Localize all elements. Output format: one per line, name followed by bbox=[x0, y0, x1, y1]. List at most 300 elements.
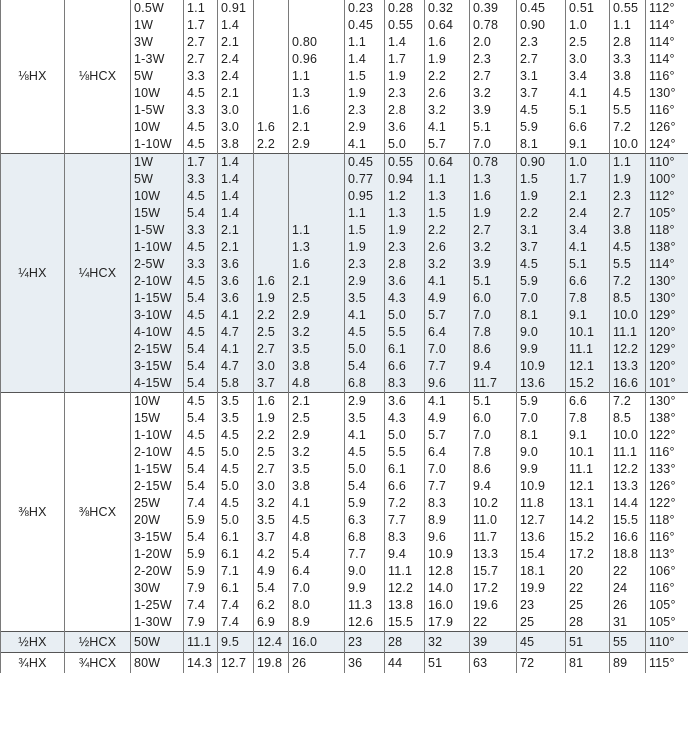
value-cell: 6.6 bbox=[385, 478, 425, 495]
value-cell: 3.3 bbox=[184, 222, 218, 239]
value-cell: 3.3 bbox=[184, 256, 218, 273]
angle-cell: 118° bbox=[646, 512, 688, 529]
table-row bbox=[1, 393, 688, 411]
value-cell: 13.1 bbox=[566, 495, 610, 512]
value-cell: 4.5 bbox=[184, 324, 218, 341]
value-cell: 7.4 bbox=[218, 614, 254, 632]
wattage-cell: 3-15W bbox=[131, 358, 184, 375]
model-hx-cell: ½HX bbox=[1, 632, 65, 653]
value-cell: 1.4 bbox=[385, 34, 425, 51]
model-hcx-cell: ⅜HCX bbox=[65, 393, 131, 632]
value-cell: 4.9 bbox=[425, 290, 470, 307]
value-cell: 12.7 bbox=[218, 653, 254, 674]
value-cell: 4.5 bbox=[517, 256, 566, 273]
value-cell: 5.1 bbox=[566, 256, 610, 273]
value-cell: 3.7 bbox=[517, 85, 566, 102]
value-cell: 9.5 bbox=[218, 632, 254, 653]
value-cell: 4.1 bbox=[425, 273, 470, 290]
value-cell: 7.2 bbox=[610, 273, 646, 290]
value-cell: 2.1 bbox=[289, 273, 345, 290]
value-cell: 3.2 bbox=[425, 102, 470, 119]
value-cell: 20 bbox=[566, 563, 610, 580]
value-cell: 0.55 bbox=[385, 154, 425, 172]
value-cell: 0.94 bbox=[385, 171, 425, 188]
value-cell: 1.4 bbox=[218, 205, 254, 222]
value-cell: 2.1 bbox=[289, 119, 345, 136]
value-cell: 6.6 bbox=[385, 358, 425, 375]
value-cell: 17.2 bbox=[566, 546, 610, 563]
value-cell: 5.0 bbox=[218, 512, 254, 529]
value-cell: 0.95 bbox=[345, 188, 385, 205]
value-cell: 4.5 bbox=[184, 85, 218, 102]
value-cell bbox=[254, 239, 289, 256]
value-cell: 1.7 bbox=[184, 17, 218, 34]
wattage-cell: 1-15W bbox=[131, 290, 184, 307]
value-cell: 2.3 bbox=[385, 85, 425, 102]
value-cell: 17.9 bbox=[425, 614, 470, 632]
wattage-cell: 1W bbox=[131, 154, 184, 172]
value-cell bbox=[289, 188, 345, 205]
value-cell: 3.6 bbox=[218, 290, 254, 307]
angle-cell: 114° bbox=[646, 256, 688, 273]
value-cell: 6.3 bbox=[345, 512, 385, 529]
value-cell: 11.1 bbox=[566, 461, 610, 478]
value-cell: 16.0 bbox=[425, 597, 470, 614]
value-cell: 13.6 bbox=[517, 529, 566, 546]
value-cell: 4.5 bbox=[184, 239, 218, 256]
value-cell: 4.1 bbox=[425, 393, 470, 411]
value-cell: 12.6 bbox=[345, 614, 385, 632]
value-cell: 1.7 bbox=[385, 51, 425, 68]
value-cell: 4.5 bbox=[345, 324, 385, 341]
value-cell bbox=[254, 171, 289, 188]
value-cell: 6.0 bbox=[470, 410, 517, 427]
value-cell: 2.3 bbox=[385, 239, 425, 256]
value-cell: 4.1 bbox=[566, 239, 610, 256]
value-cell: 11.1 bbox=[610, 444, 646, 461]
value-cell bbox=[254, 85, 289, 102]
value-cell: 3.2 bbox=[470, 85, 517, 102]
value-cell: 13.3 bbox=[610, 478, 646, 495]
value-cell: 6.6 bbox=[566, 273, 610, 290]
value-cell: 2.4 bbox=[218, 51, 254, 68]
value-cell: 2.3 bbox=[345, 256, 385, 273]
value-cell: 5.9 bbox=[345, 495, 385, 512]
value-cell: 0.90 bbox=[517, 17, 566, 34]
value-cell: 5.9 bbox=[517, 273, 566, 290]
value-cell: 0.45 bbox=[517, 0, 566, 17]
value-cell: 3.5 bbox=[254, 512, 289, 529]
value-cell: 3.8 bbox=[218, 136, 254, 154]
angle-cell: 114° bbox=[646, 51, 688, 68]
value-cell: 9.4 bbox=[385, 546, 425, 563]
angle-cell: 116° bbox=[646, 68, 688, 85]
value-cell: 2.7 bbox=[470, 68, 517, 85]
value-cell: 4.7 bbox=[218, 358, 254, 375]
value-cell: 7.8 bbox=[566, 290, 610, 307]
wattage-cell: 15W bbox=[131, 205, 184, 222]
value-cell: 4.5 bbox=[184, 136, 218, 154]
value-cell: 7.7 bbox=[345, 546, 385, 563]
value-cell: 4.7 bbox=[218, 324, 254, 341]
value-cell: 63 bbox=[470, 653, 517, 674]
value-cell: 1.9 bbox=[254, 410, 289, 427]
value-cell: 7.2 bbox=[610, 119, 646, 136]
angle-cell: 116° bbox=[646, 580, 688, 597]
value-cell: 22 bbox=[610, 563, 646, 580]
value-cell: 5.5 bbox=[610, 102, 646, 119]
angle-cell: 138° bbox=[646, 410, 688, 427]
model-hx-cell: ¾HX bbox=[1, 653, 65, 674]
value-cell: 12.2 bbox=[610, 461, 646, 478]
value-cell: 9.9 bbox=[345, 580, 385, 597]
value-cell: 0.23 bbox=[345, 0, 385, 17]
angle-cell: 116° bbox=[646, 102, 688, 119]
value-cell: 89 bbox=[610, 653, 646, 674]
value-cell: 7.8 bbox=[566, 410, 610, 427]
value-cell: 1.1 bbox=[425, 171, 470, 188]
value-cell: 16.6 bbox=[610, 529, 646, 546]
wattage-cell: 5W bbox=[131, 68, 184, 85]
value-cell: 3.4 bbox=[566, 222, 610, 239]
angle-cell: 110° bbox=[646, 632, 688, 653]
value-cell: 4.5 bbox=[184, 427, 218, 444]
wattage-cell: 4-15W bbox=[131, 375, 184, 393]
value-cell: 2.3 bbox=[345, 102, 385, 119]
value-cell: 0.28 bbox=[385, 0, 425, 17]
value-cell: 4.5 bbox=[184, 119, 218, 136]
value-cell: 5.4 bbox=[184, 478, 218, 495]
value-cell: 0.51 bbox=[566, 0, 610, 17]
value-cell: 1.3 bbox=[289, 239, 345, 256]
table-row bbox=[1, 0, 688, 17]
wattage-cell: 2-20W bbox=[131, 563, 184, 580]
value-cell: 13.6 bbox=[517, 375, 566, 393]
value-cell: 7.0 bbox=[470, 307, 517, 324]
value-cell: 0.45 bbox=[345, 154, 385, 172]
value-cell: 4.5 bbox=[184, 307, 218, 324]
value-cell: 1.0 bbox=[566, 154, 610, 172]
value-cell: 15.2 bbox=[566, 375, 610, 393]
value-cell: 9.0 bbox=[345, 563, 385, 580]
value-cell: 4.1 bbox=[218, 341, 254, 358]
value-cell: 19.6 bbox=[470, 597, 517, 614]
value-cell: 1.4 bbox=[345, 51, 385, 68]
angle-cell: 116° bbox=[646, 444, 688, 461]
value-cell: 8.9 bbox=[289, 614, 345, 632]
value-cell: 11.3 bbox=[345, 597, 385, 614]
model-hx-cell: ¼HX bbox=[1, 154, 65, 393]
value-cell: 8.9 bbox=[425, 512, 470, 529]
value-cell: 15.5 bbox=[610, 512, 646, 529]
angle-cell: 126° bbox=[646, 119, 688, 136]
value-cell: 12.4 bbox=[254, 632, 289, 653]
value-cell: 3.2 bbox=[289, 324, 345, 341]
wattage-cell: 10W bbox=[131, 188, 184, 205]
value-cell: 3.6 bbox=[218, 256, 254, 273]
wattage-cell: 20W bbox=[131, 512, 184, 529]
value-cell: 4.1 bbox=[289, 495, 345, 512]
value-cell: 4.1 bbox=[345, 307, 385, 324]
value-cell: 4.5 bbox=[184, 444, 218, 461]
value-cell: 2.5 bbox=[254, 324, 289, 341]
value-cell: 7.9 bbox=[184, 614, 218, 632]
value-cell: 13.3 bbox=[470, 546, 517, 563]
value-cell: 2.1 bbox=[218, 239, 254, 256]
value-cell: 18.8 bbox=[610, 546, 646, 563]
value-cell: 5.7 bbox=[425, 427, 470, 444]
model-hcx-cell: ⅛HCX bbox=[65, 0, 131, 154]
value-cell bbox=[254, 205, 289, 222]
wattage-cell: 1-25W bbox=[131, 597, 184, 614]
value-cell: 5.4 bbox=[184, 410, 218, 427]
value-cell: 10.0 bbox=[610, 136, 646, 154]
value-cell: 15.7 bbox=[470, 563, 517, 580]
value-cell: 5.0 bbox=[345, 341, 385, 358]
value-cell: 9.9 bbox=[517, 461, 566, 478]
wattage-cell: 1-3W bbox=[131, 51, 184, 68]
value-cell: 2.2 bbox=[254, 427, 289, 444]
value-cell: 6.9 bbox=[254, 614, 289, 632]
angle-cell: 133° bbox=[646, 461, 688, 478]
value-cell: 1.9 bbox=[345, 85, 385, 102]
value-cell: 10.0 bbox=[610, 427, 646, 444]
wattage-cell: 1-30W bbox=[131, 614, 184, 632]
angle-cell: 112° bbox=[646, 188, 688, 205]
angle-cell: 101° bbox=[646, 375, 688, 393]
value-cell: 3.8 bbox=[289, 358, 345, 375]
value-cell: 51 bbox=[566, 632, 610, 653]
value-cell: 0.45 bbox=[345, 17, 385, 34]
value-cell: 12.7 bbox=[517, 512, 566, 529]
value-cell: 4.5 bbox=[289, 512, 345, 529]
value-cell: 3.5 bbox=[289, 341, 345, 358]
value-cell: 19.8 bbox=[254, 653, 289, 674]
value-cell: 0.78 bbox=[470, 17, 517, 34]
angle-cell: 120° bbox=[646, 324, 688, 341]
value-cell: 1.6 bbox=[425, 34, 470, 51]
value-cell: 7.2 bbox=[385, 495, 425, 512]
value-cell: 3.4 bbox=[566, 68, 610, 85]
value-cell: 2.7 bbox=[184, 51, 218, 68]
value-cell: 1.6 bbox=[470, 188, 517, 205]
value-cell: 7.0 bbox=[517, 410, 566, 427]
value-cell: 28 bbox=[385, 632, 425, 653]
value-cell: 5.4 bbox=[184, 290, 218, 307]
value-cell: 9.1 bbox=[566, 136, 610, 154]
value-cell: 0.78 bbox=[470, 154, 517, 172]
value-cell: 3.7 bbox=[517, 239, 566, 256]
wattage-cell: 3-10W bbox=[131, 307, 184, 324]
value-cell: 0.39 bbox=[470, 0, 517, 17]
value-cell: 3.3 bbox=[610, 51, 646, 68]
value-cell: 2.7 bbox=[517, 51, 566, 68]
value-cell: 0.64 bbox=[425, 154, 470, 172]
value-cell: 26 bbox=[610, 597, 646, 614]
value-cell: 3.1 bbox=[517, 222, 566, 239]
value-cell: 5.9 bbox=[517, 393, 566, 411]
value-cell: 0.64 bbox=[425, 17, 470, 34]
value-cell: 0.96 bbox=[289, 51, 345, 68]
value-cell: 4.1 bbox=[566, 85, 610, 102]
value-cell: 10.9 bbox=[517, 358, 566, 375]
value-cell: 4.3 bbox=[385, 410, 425, 427]
value-cell: 3.6 bbox=[218, 273, 254, 290]
wattage-cell: 1-5W bbox=[131, 222, 184, 239]
wattage-cell: 2-5W bbox=[131, 256, 184, 273]
value-cell: 3.2 bbox=[254, 495, 289, 512]
value-cell: 3.3 bbox=[184, 102, 218, 119]
wattage-cell: 0.5W bbox=[131, 0, 184, 17]
value-cell: 1.6 bbox=[254, 393, 289, 411]
value-cell: 0.77 bbox=[345, 171, 385, 188]
value-cell: 7.0 bbox=[470, 427, 517, 444]
value-cell: 5.4 bbox=[345, 478, 385, 495]
angle-cell: 118° bbox=[646, 222, 688, 239]
angle-cell: 120° bbox=[646, 358, 688, 375]
value-cell: 1.9 bbox=[610, 171, 646, 188]
value-cell: 2.3 bbox=[517, 34, 566, 51]
value-cell: 4.8 bbox=[289, 375, 345, 393]
value-cell: 5.9 bbox=[184, 563, 218, 580]
table-row bbox=[1, 154, 688, 172]
value-cell: 4.5 bbox=[517, 102, 566, 119]
value-cell: 4.5 bbox=[218, 427, 254, 444]
value-cell: 5.7 bbox=[425, 136, 470, 154]
value-cell: 3.9 bbox=[470, 102, 517, 119]
wattage-cell: 10W bbox=[131, 85, 184, 102]
value-cell: 55 bbox=[610, 632, 646, 653]
value-cell: 6.4 bbox=[425, 324, 470, 341]
value-cell: 0.55 bbox=[385, 17, 425, 34]
wattage-cell: 30W bbox=[131, 580, 184, 597]
value-cell: 6.1 bbox=[218, 546, 254, 563]
value-cell: 3.7 bbox=[254, 375, 289, 393]
model-hcx-cell: ¾HCX bbox=[65, 653, 131, 674]
value-cell: 2.7 bbox=[254, 461, 289, 478]
value-cell: 14.0 bbox=[425, 580, 470, 597]
value-cell bbox=[254, 0, 289, 17]
model-hcx-cell: ½HCX bbox=[65, 632, 131, 653]
value-cell: 72 bbox=[517, 653, 566, 674]
value-cell: 10.2 bbox=[470, 495, 517, 512]
value-cell: 6.2 bbox=[254, 597, 289, 614]
value-cell: 3.3 bbox=[184, 171, 218, 188]
angle-cell: 126° bbox=[646, 478, 688, 495]
value-cell: 2.2 bbox=[254, 307, 289, 324]
value-cell: 11.1 bbox=[184, 632, 218, 653]
value-cell bbox=[254, 102, 289, 119]
value-cell: 4.8 bbox=[289, 529, 345, 546]
value-cell: 32 bbox=[425, 632, 470, 653]
value-cell: 13.8 bbox=[385, 597, 425, 614]
value-cell: 6.1 bbox=[218, 529, 254, 546]
wattage-cell: 1-10W bbox=[131, 239, 184, 256]
angle-cell: 105° bbox=[646, 597, 688, 614]
value-cell: 2.7 bbox=[470, 222, 517, 239]
value-cell: 7.9 bbox=[184, 580, 218, 597]
wattage-cell: 3-15W bbox=[131, 529, 184, 546]
value-cell: 0.32 bbox=[425, 0, 470, 17]
value-cell: 1.1 bbox=[610, 154, 646, 172]
value-cell: 7.7 bbox=[385, 512, 425, 529]
wattage-cell: 2-15W bbox=[131, 478, 184, 495]
value-cell: 26 bbox=[289, 653, 345, 674]
value-cell: 1.6 bbox=[254, 119, 289, 136]
value-cell: 22 bbox=[470, 614, 517, 632]
model-hx-cell: ⅛HX bbox=[1, 0, 65, 154]
value-cell: 6.1 bbox=[218, 580, 254, 597]
value-cell: 45 bbox=[517, 632, 566, 653]
value-cell: 9.6 bbox=[425, 529, 470, 546]
value-cell: 1.4 bbox=[218, 171, 254, 188]
value-cell: 3.8 bbox=[610, 222, 646, 239]
value-cell: 5.9 bbox=[517, 119, 566, 136]
value-cell: 4.1 bbox=[218, 307, 254, 324]
value-cell: 7.4 bbox=[184, 597, 218, 614]
value-cell: 3.0 bbox=[254, 478, 289, 495]
value-cell: 5.4 bbox=[289, 546, 345, 563]
value-cell: 2.9 bbox=[289, 427, 345, 444]
wattage-cell: 1-10W bbox=[131, 136, 184, 154]
value-cell bbox=[254, 256, 289, 273]
value-cell: 1.9 bbox=[425, 51, 470, 68]
value-cell: 6.0 bbox=[470, 290, 517, 307]
value-cell: 10.9 bbox=[425, 546, 470, 563]
value-cell: 7.4 bbox=[218, 597, 254, 614]
value-cell: 8.3 bbox=[385, 529, 425, 546]
value-cell: 16.0 bbox=[289, 632, 345, 653]
value-cell: 7.0 bbox=[425, 461, 470, 478]
angle-cell: 106° bbox=[646, 563, 688, 580]
value-cell: 18.1 bbox=[517, 563, 566, 580]
value-cell bbox=[254, 188, 289, 205]
value-cell: 4.5 bbox=[218, 461, 254, 478]
value-cell: 14.3 bbox=[184, 653, 218, 674]
value-cell: 9.0 bbox=[517, 444, 566, 461]
value-cell: 2.5 bbox=[254, 444, 289, 461]
value-cell: 5.0 bbox=[385, 136, 425, 154]
value-cell: 8.6 bbox=[470, 341, 517, 358]
value-cell: 2.9 bbox=[345, 273, 385, 290]
value-cell: 7.8 bbox=[470, 324, 517, 341]
value-cell: 19.9 bbox=[517, 580, 566, 597]
value-cell: 7.4 bbox=[184, 495, 218, 512]
value-cell: 1.3 bbox=[470, 171, 517, 188]
value-cell: 7.7 bbox=[425, 478, 470, 495]
value-cell: 1.9 bbox=[254, 290, 289, 307]
value-cell: 5.1 bbox=[470, 393, 517, 411]
value-cell: 2.1 bbox=[566, 188, 610, 205]
model-hx-cell: ⅜HX bbox=[1, 393, 65, 632]
value-cell: 4.2 bbox=[254, 546, 289, 563]
value-cell: 4.3 bbox=[385, 290, 425, 307]
value-cell: 2.5 bbox=[566, 34, 610, 51]
value-cell: 2.8 bbox=[610, 34, 646, 51]
value-cell: 2.1 bbox=[218, 222, 254, 239]
value-cell: 6.8 bbox=[345, 375, 385, 393]
value-cell: 1.1 bbox=[184, 0, 218, 17]
value-cell: 0.55 bbox=[610, 0, 646, 17]
value-cell: 1.5 bbox=[345, 68, 385, 85]
value-cell: 4.1 bbox=[345, 136, 385, 154]
value-cell: 3.2 bbox=[470, 239, 517, 256]
angle-cell: 130° bbox=[646, 393, 688, 411]
value-cell: 6.1 bbox=[385, 341, 425, 358]
value-cell: 5.9 bbox=[184, 512, 218, 529]
value-cell: 4.5 bbox=[184, 188, 218, 205]
value-cell: 7.0 bbox=[470, 136, 517, 154]
